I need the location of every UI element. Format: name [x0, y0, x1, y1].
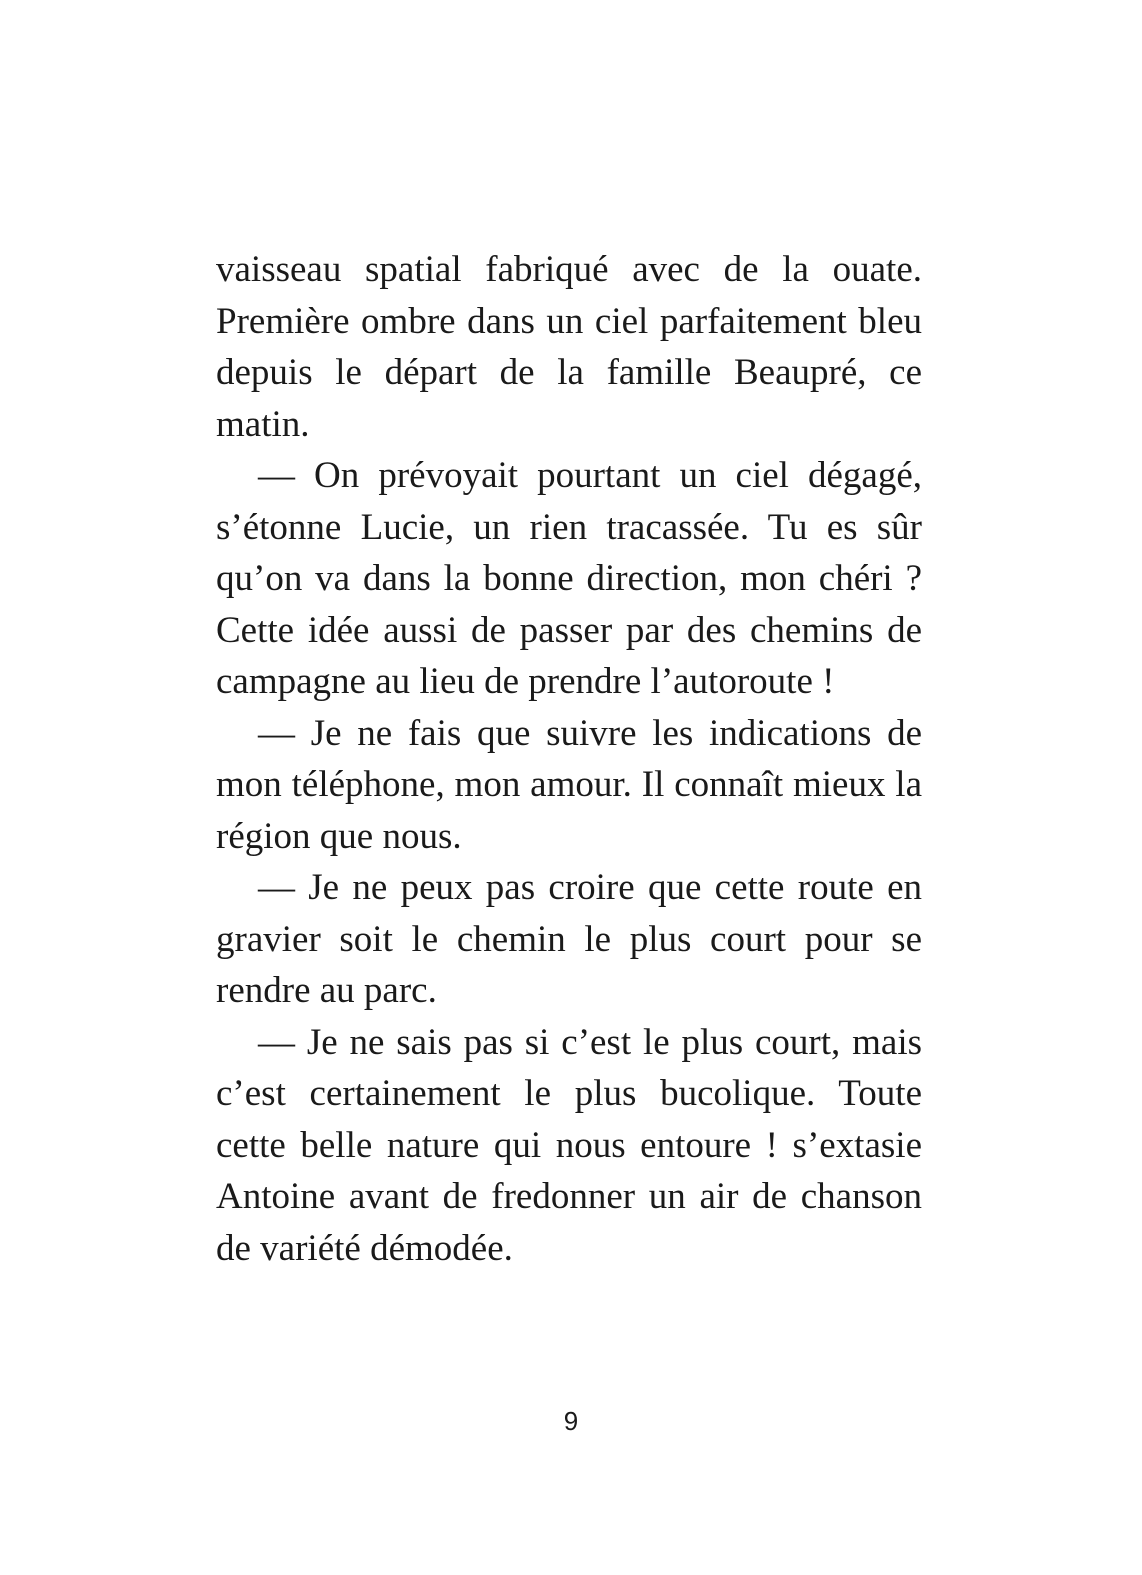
paragraph-continuation: vaisseau spatial fabriqué avec de la ouate. Première ombre dans un ciel parfaitement bleu depuis le départ de la famille Beaupré, ce matin.: [216, 249, 922, 445]
dialogue-paragraph-route: — Je ne peux pas croire que cette route en gravier soit le chemin le plus court pour se rendre au parc.: [216, 867, 922, 1011]
dialogue-paragraph-lucie: — On prévoyait pourtant un ciel dégagé, s’étonne Lucie, un rien tracassée. Tu es sûr qu’on va dans la bonne direction, mon chéri ? Cette idée aussi de passer par des chemins de campagne au lieu de prendre l’autoroute !: [216, 455, 922, 702]
dialogue-paragraph-antoine: — Je ne sais pas si c’est le plus court, mais c’est certainement le plus bucolique. Toute cette belle nature qui nous entoure ! s’extasie Antoine avant de fredonner un air de chanson de variété démodée.: [216, 1021, 922, 1269]
body-text: [216, 244, 922, 1274]
dialogue-paragraph-reply: — Je ne fais que suivre les indications de mon téléphone, mon amour. Il connaît mieux la région que nous.: [216, 712, 922, 857]
page-number: 9: [563, 1406, 579, 1436]
